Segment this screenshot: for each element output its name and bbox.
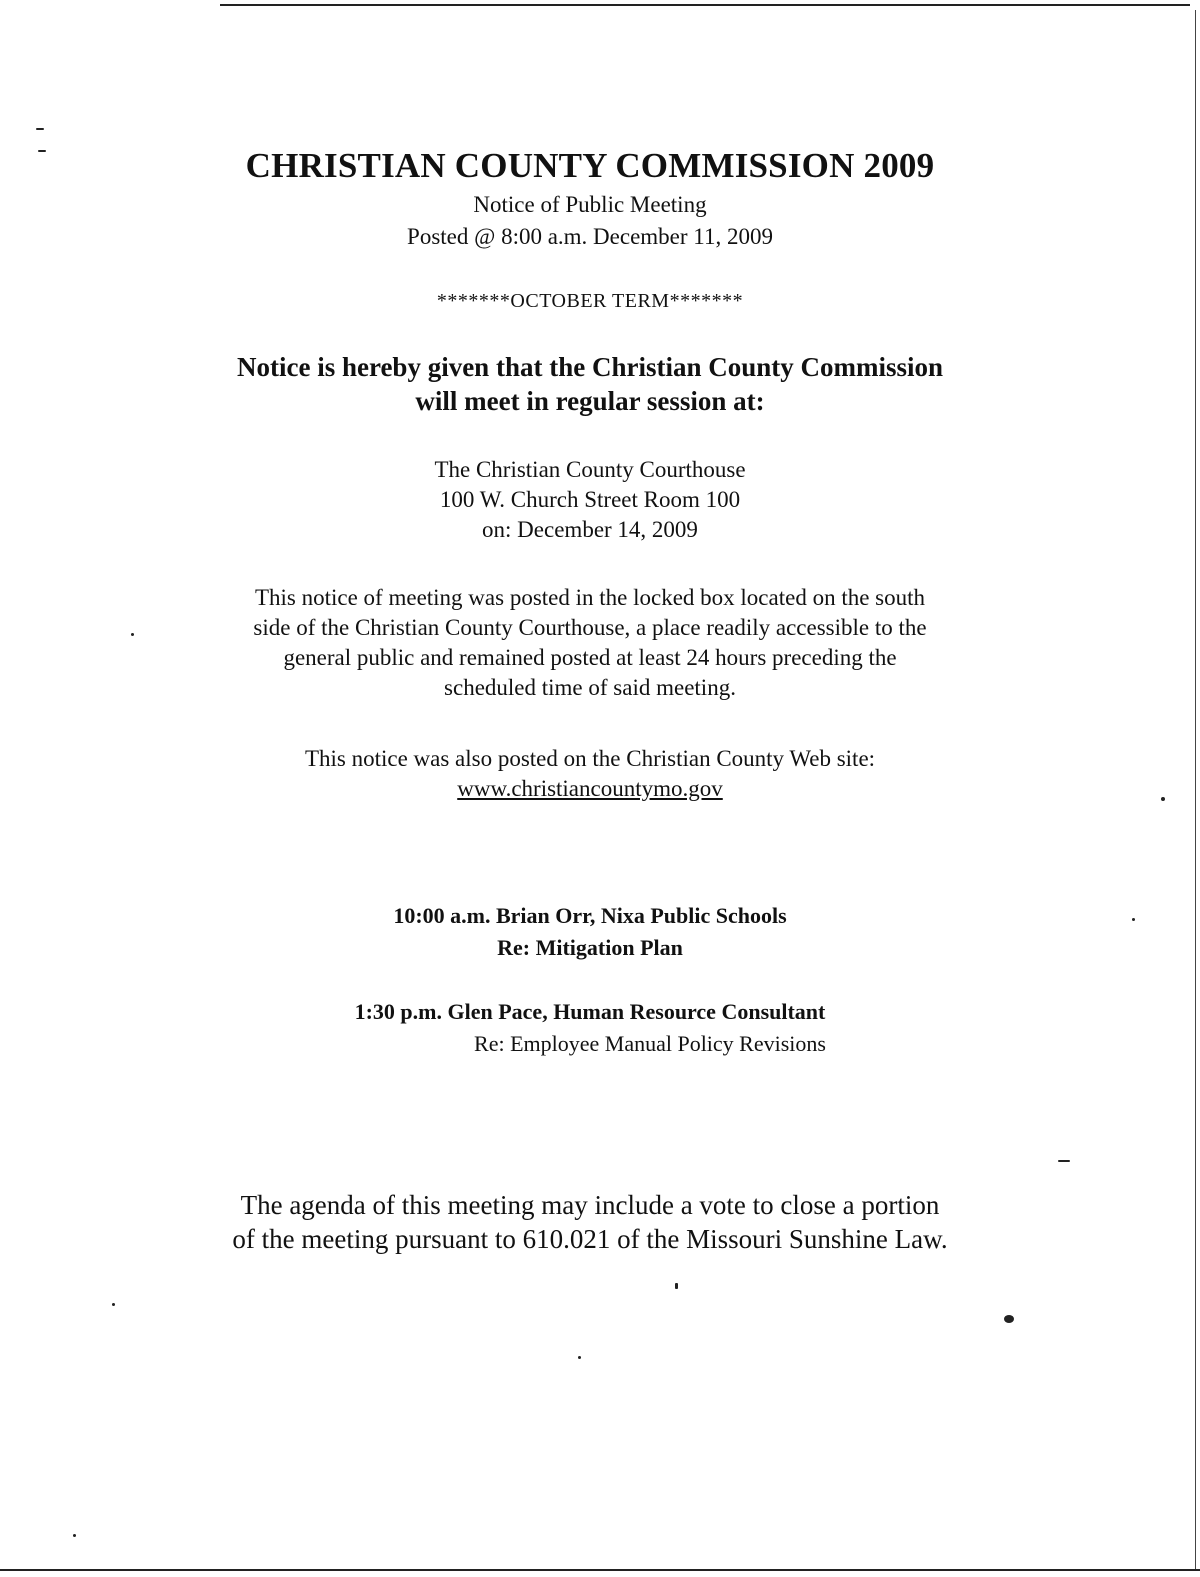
- scan-speck: [1058, 1160, 1070, 1162]
- agenda-re: Re: Employee Manual Policy Revisions: [474, 1031, 826, 1056]
- scan-speck: [112, 1303, 115, 1306]
- scan-speck: [1004, 1315, 1014, 1323]
- agenda-re: Re: Mitigation Plan: [497, 935, 683, 960]
- posted-time: Posted @ 8:00 a.m. December 11, 2009: [407, 224, 773, 249]
- posting-statement: [0, 583, 1180, 703]
- notice-line-2: will meet in regular session at:: [415, 386, 765, 416]
- closing-line-1: The agenda of this meeting may include a vote to close a portion: [240, 1190, 940, 1220]
- agenda-item: [0, 900, 1180, 964]
- agenda-time-name: 1:30 p.m. Glen Pace, Human Resource Consultant: [354, 999, 826, 1024]
- agenda-time-name: 10:00 a.m. Brian Orr, Nixa Public Schools: [393, 903, 787, 928]
- scan-edge-top: [220, 4, 1190, 6]
- document-subtitle: Notice of Public Meeting: [473, 192, 707, 217]
- scan-edge-bottom: [0, 1569, 1200, 1571]
- agenda-item: [0, 996, 1180, 1060]
- location-street: 100 W. Church Street Room 100: [439, 487, 741, 512]
- location-date: on: December 14, 2009: [482, 517, 698, 542]
- notice-heading: [0, 350, 1180, 418]
- notice-line-1: Notice is hereby given that the Christian County Commission: [236, 352, 943, 382]
- scan-speck: [73, 1534, 76, 1537]
- location-place: The Christian County Courthouse: [434, 457, 746, 482]
- posting-line-2: side of the Christian County Courthouse, a place readily accessible to the: [253, 615, 927, 640]
- scan-edge-right: [1195, 10, 1196, 1570]
- scan-speck: [36, 128, 44, 130]
- posting-line-4: scheduled time of said meeting.: [444, 675, 736, 700]
- meeting-location: [0, 455, 1180, 545]
- scan-speck: [675, 1283, 678, 1289]
- posting-line-1: This notice of meeting was posted in the locked box located on the south: [254, 585, 926, 610]
- term-label: *******OCTOBER TERM*******: [436, 290, 744, 312]
- document-title: CHRISTIAN COUNTY COMMISSION 2009: [245, 146, 935, 185]
- scan-speck: [578, 1356, 581, 1359]
- closing-line-2: of the meeting pursuant to 610.021 of the Missouri Sunshine Law.: [232, 1224, 948, 1254]
- closing-statement: [0, 1188, 1180, 1256]
- website-link[interactable]: www.christiancountymo.gov: [457, 776, 723, 801]
- website-notice: [0, 744, 1180, 804]
- posting-line-3: general public and remained posted at least 24 hours preceding the: [283, 645, 897, 670]
- website-text: This notice was also posted on the Christian County Web site:: [304, 746, 876, 771]
